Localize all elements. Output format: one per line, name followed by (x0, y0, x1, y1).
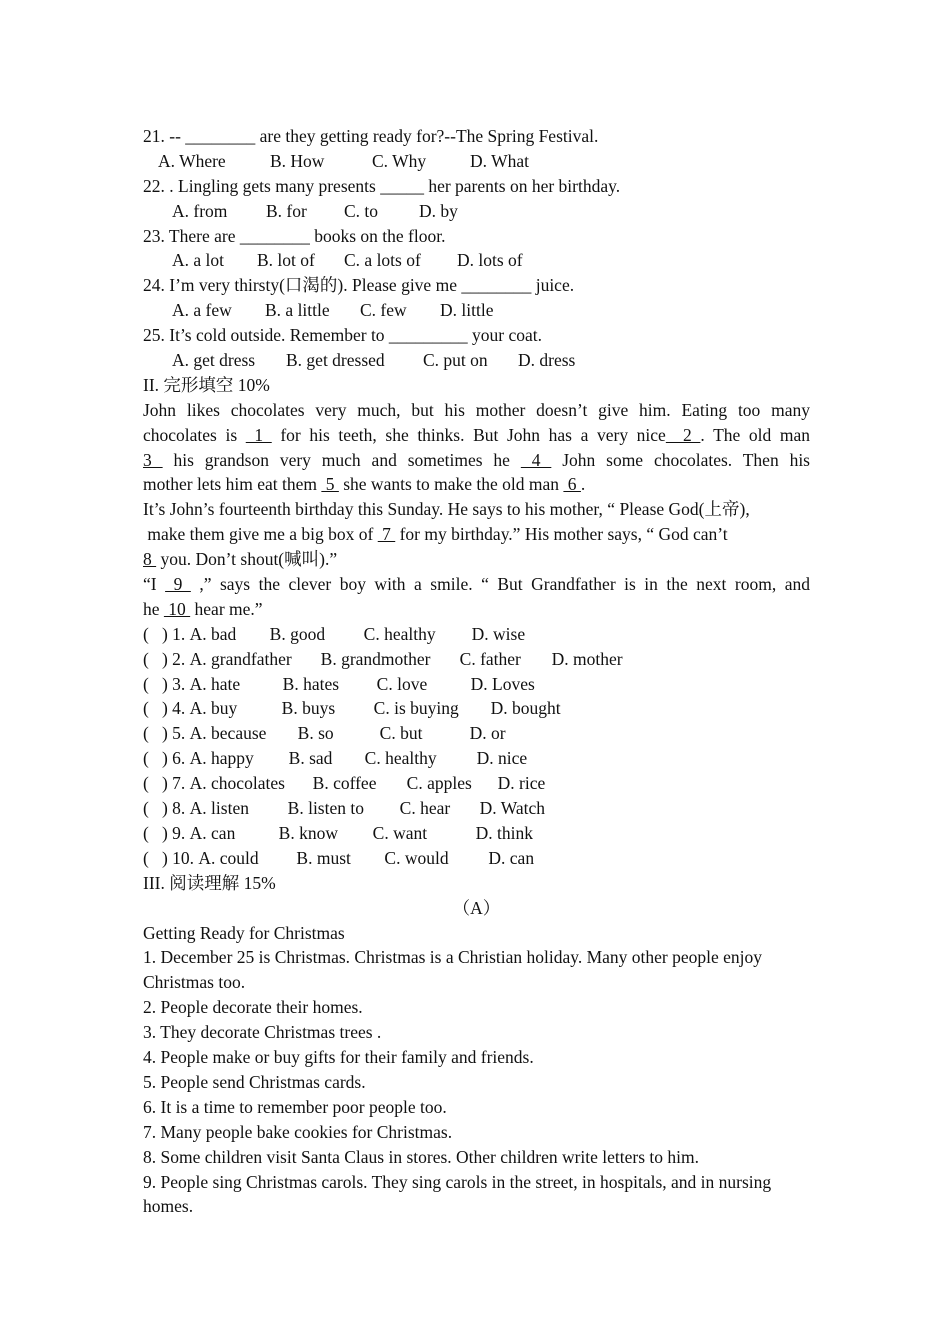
cloze-question-10 (143, 846, 810, 871)
text: . The old man (700, 424, 811, 445)
option-b: B. good (269, 623, 326, 644)
question-number: ( ) 9. (143, 822, 186, 843)
question-number: ( ) 6. (143, 748, 186, 769)
option-a: A. chocolates (189, 773, 285, 794)
option-b: B. a little (265, 300, 330, 321)
option-b: B. listen to (287, 798, 364, 819)
option-b: B. so (297, 723, 334, 744)
text: “I (143, 574, 166, 595)
text: chocolates is (143, 424, 246, 445)
option-d: D. nice (476, 748, 528, 769)
option-c: C. to (344, 200, 379, 221)
reading-section-label: （A） (452, 897, 501, 918)
cloze-question-9 (143, 821, 810, 846)
option-c: C. apples (406, 773, 472, 794)
text: for my birthday.” His mother says, “ God can’t (395, 524, 728, 545)
option-d: D. bought (490, 698, 561, 719)
option-c: C. put on (423, 350, 488, 371)
blank-7: 7 (377, 524, 396, 545)
reading-item: 8. Some children visit Santa Claus in stores. Other children write letters to him. (143, 1146, 700, 1167)
text: his grandson very much and sometimes he (162, 449, 521, 470)
cloze-heading: II. 完形填空 10% (143, 374, 270, 395)
option-c: C. but (379, 723, 423, 744)
option-a: A. listen (189, 798, 249, 819)
cloze-p1-line4 (143, 472, 810, 497)
option-b: B. for (266, 200, 307, 221)
option-b: B. sad (288, 748, 333, 769)
cloze-question-2 (143, 647, 810, 672)
cloze-p3-line2 (143, 597, 810, 622)
option-a: A. grandfather (189, 648, 292, 669)
option-b: B. grandmother (320, 648, 431, 669)
reading-item: 3. They decorate Christmas trees . (143, 1022, 382, 1043)
option-c: C. father (459, 648, 521, 669)
cloze-p2-line2 (143, 522, 810, 547)
option-a: A. bad (189, 623, 237, 644)
cloze-p2-line3 (143, 547, 810, 572)
option-b: B. know (278, 822, 338, 843)
text: . (580, 474, 586, 495)
question-number: ( ) 5. (143, 723, 186, 744)
cloze-question-6 (143, 746, 810, 771)
option-c: C. few (360, 300, 407, 321)
option-b: B. must (296, 847, 351, 868)
option-c: C. hear (399, 798, 451, 819)
option-a: A. buy (189, 698, 238, 719)
reading-title: Getting Ready for Christmas (143, 922, 345, 943)
cloze-question-5 (143, 721, 810, 746)
option-a: A. happy (189, 748, 254, 769)
option-d: D. wise (471, 623, 526, 644)
reading-item: 6. It is a time to remember poor people too. (143, 1096, 447, 1117)
option-d: D. What (470, 150, 529, 171)
reading-item: 2. People decorate their homes. (143, 997, 363, 1018)
question-21: 21. -- ________ are they getting ready for?--The Spring Festival. (143, 126, 599, 146)
option-d: D. think (475, 822, 534, 843)
option-d: D. rice (497, 773, 546, 794)
option-c: C. want (372, 822, 428, 843)
option-c: C. would (384, 847, 449, 868)
reading-item: 9. People sing Christmas carols. They sing carols in the street, in hospitals, and in nursing homes. (143, 1171, 772, 1217)
question-number: ( ) 8. (143, 798, 186, 819)
reading-item: 7. Many people bake cookies for Christmas. (143, 1121, 453, 1142)
cloze-p1-line2 (143, 423, 810, 448)
option-c: C. love (376, 673, 428, 694)
option-a: A. Where (158, 150, 226, 171)
option-a: A. can (189, 822, 236, 843)
cloze-p1-line1: John likes chocolates very much, but his mother doesn’t give him. Eating too many (143, 399, 810, 420)
question-22: 22. . Lingling gets many presents _____ her parents on her birthday. (143, 175, 621, 196)
reading-item: 5. People send Christmas cards. (143, 1071, 366, 1092)
reading-item-list (143, 945, 810, 1219)
question-number: ( ) 10. (143, 847, 195, 868)
option-b: B. How (270, 150, 325, 171)
cloze-question-4 (143, 696, 810, 721)
option-a: A. could (198, 847, 259, 868)
option-a: A. a lot (172, 250, 225, 271)
question-number: ( ) 4. (143, 698, 186, 719)
option-d: D. Loves (470, 673, 535, 694)
question-24-options (143, 298, 810, 323)
option-a: A. a few (172, 300, 232, 321)
text: hear me.” (190, 598, 263, 619)
option-b: B. buys (281, 698, 336, 719)
text: he (143, 598, 164, 619)
question-number: ( ) 3. (143, 673, 186, 694)
blank-2: 2 (665, 424, 701, 445)
text: make them give me a big box of (143, 524, 378, 545)
reading-heading: III. 阅读理解 15% (143, 872, 276, 893)
text: she wants to make the old man (338, 474, 564, 495)
blank-1: 1 (245, 424, 272, 445)
option-d: D. or (469, 723, 506, 744)
text: ,” says the clever boy with a smile. “ But Grandfather is in the next room, and (190, 574, 810, 595)
blank-4: 4 (520, 449, 552, 470)
reading-item: 4. People make or buy gifts for their family and friends. (143, 1047, 534, 1068)
question-21-options (143, 149, 810, 174)
question-number: ( ) 7. (143, 773, 186, 794)
option-d: D. mother (551, 648, 623, 669)
cloze-question-3 (143, 672, 810, 697)
text: John some chocolates. Then his (551, 449, 810, 470)
worksheet (143, 124, 810, 1219)
option-b: B. hates (282, 673, 340, 694)
option-c: C. is buying (373, 698, 459, 719)
question-23: 23. There are ________ books on the floor. (143, 225, 446, 246)
text: you. Don’t shout(喊叫).” (156, 549, 338, 570)
question-24: 24. I’m very thirsty(口渴的). Please give me ________ juice. (143, 275, 575, 296)
cloze-question-1 (143, 622, 810, 647)
option-d: D. little (440, 300, 494, 321)
option-d: D. lots of (457, 250, 523, 271)
blank-5: 5 (321, 474, 339, 495)
blank-6: 6 (563, 474, 581, 495)
cloze-p1-line3 (143, 448, 810, 473)
option-b: B. coffee (312, 773, 377, 794)
option-c: C. healthy (364, 748, 437, 769)
option-d: D. can (488, 847, 535, 868)
option-a: A. from (172, 200, 228, 221)
blank-10: 10 (163, 598, 191, 619)
option-a: A. get dress (172, 350, 256, 371)
cloze-question-list (143, 622, 810, 871)
option-b: B. get dressed (286, 350, 385, 371)
option-c: C. Why (372, 150, 427, 171)
question-25-options (143, 348, 810, 373)
cloze-question-8 (143, 796, 810, 821)
option-d: D. by (419, 200, 458, 221)
option-d: D. Watch (479, 798, 545, 819)
question-number: ( ) 2. (143, 648, 186, 669)
text: mother lets him eat them (143, 474, 322, 495)
text: for his teeth, she thinks. But John has a very nice (271, 424, 666, 445)
option-d: D. dress (518, 350, 576, 371)
question-22-options (143, 199, 810, 224)
cloze-question-7 (143, 771, 810, 796)
cloze-p3-line1 (143, 572, 810, 597)
option-a: A. hate (189, 673, 241, 694)
question-number: ( ) 1. (143, 623, 186, 644)
option-c: C. a lots of (344, 250, 421, 271)
blank-9: 9 (165, 574, 191, 595)
cloze-p2-line1: It’s John’s fourteenth birthday this Sunday. He says to his mother, “ Please God(上帝), (143, 499, 750, 520)
blank-3: 3 (143, 449, 163, 470)
option-c: C. healthy (363, 623, 436, 644)
blank-8: 8 (143, 549, 157, 570)
question-25: 25. It’s cold outside. Remember to _________ your coat. (143, 325, 543, 346)
question-23-options (143, 248, 810, 273)
option-a: A. because (189, 723, 267, 744)
reading-item: 1. December 25 is Christmas. Christmas is a Christian holiday. Many other people enjoy Christmas too. (143, 947, 763, 993)
option-b: B. lot of (257, 250, 315, 271)
